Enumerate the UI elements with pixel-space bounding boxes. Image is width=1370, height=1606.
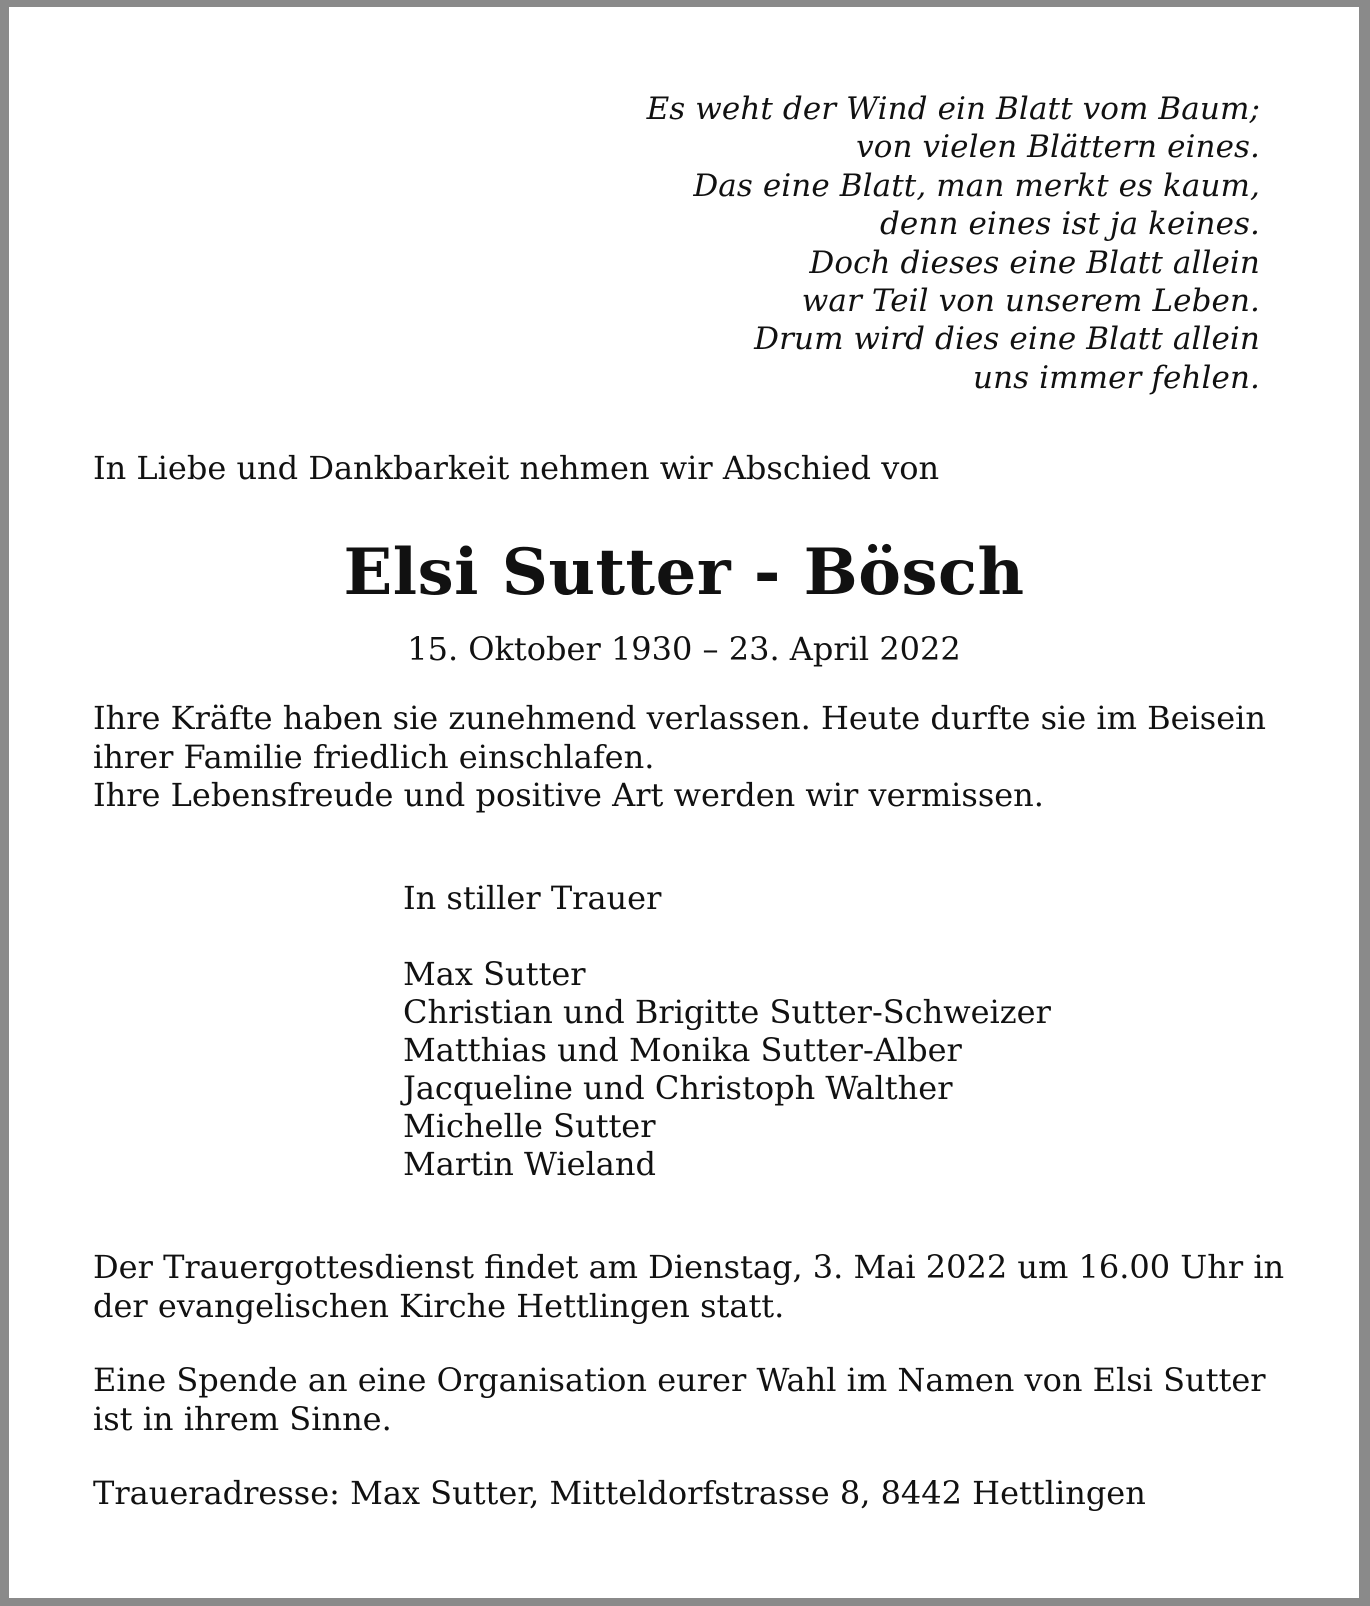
donation-info	[93, 1361, 1266, 1438]
poem-line: Drum wird dies eine Blatt allein	[754, 321, 1260, 358]
service-line: der evangelischen Kirche Hettlingen statt.	[93, 1286, 785, 1325]
poem	[647, 90, 1260, 397]
poem-line: Es weht der Wind ein Blatt vom Baum;	[646, 91, 1260, 127]
tribute-line: ihrer Familie friedlich einschlafen.	[93, 737, 655, 776]
mourner-name: Max Sutter	[403, 955, 586, 993]
service-line: Der Trauergottesdienst findet am Dienstag, 3. Mai 2022 um 16.00 Uhr in	[93, 1248, 1285, 1286]
poem-line: Doch dieses eine Blatt allein	[809, 244, 1260, 281]
intro-text: In Liebe und Dankbarkeit nehmen wir Abschied von	[93, 449, 940, 487]
poem-line: denn eines ist ja keines.	[879, 206, 1260, 243]
mourner-name: Martin Wieland	[403, 1145, 656, 1183]
mourner-name: Jacqueline und Christoph Walther	[403, 1069, 953, 1107]
mourning-heading: In stiller Trauer	[403, 879, 662, 917]
poem-line: von vielen Blättern eines.	[856, 129, 1260, 166]
poem-line: war Teil von unserem Leben.	[801, 283, 1260, 320]
mourner-name: Matthias und Monika Sutter-Alber	[403, 1031, 962, 1069]
mourning-address	[93, 1474, 1146, 1513]
life-dates: 15. Oktober 1930 – 23. April 2022	[407, 630, 961, 668]
address-line: Traueradresse: Max Sutter, Mitteldorfstrasse 8, 8442 Hettlingen	[93, 1474, 1146, 1512]
mourner-name: Michelle Sutter	[403, 1107, 656, 1145]
poem-line: Das eine Blatt, man merkt es kaum,	[693, 167, 1260, 204]
tribute-line: Ihre Kräfte haben sie zunehmend verlassen. Heute durfte sie im Beisein	[93, 699, 1266, 737]
mourner-name: Christian und Brigitte Sutter-Schweizer	[403, 993, 1051, 1031]
mourners-list	[403, 955, 1051, 1183]
service-info	[93, 1248, 1284, 1325]
poem-line: uns immer fehlen.	[973, 359, 1260, 396]
donation-line: ist in ihrem Sinne.	[93, 1399, 392, 1438]
donation-line: Eine Spende an eine Organisation eurer Wahl im Namen von Elsi Sutter	[93, 1361, 1266, 1399]
tribute-line: Ihre Lebensfreude und positive Art werden wir vermissen.	[93, 776, 1044, 814]
tribute-text	[93, 699, 1266, 815]
deceased-name: Elsi Sutter - Bösch	[343, 535, 1025, 610]
